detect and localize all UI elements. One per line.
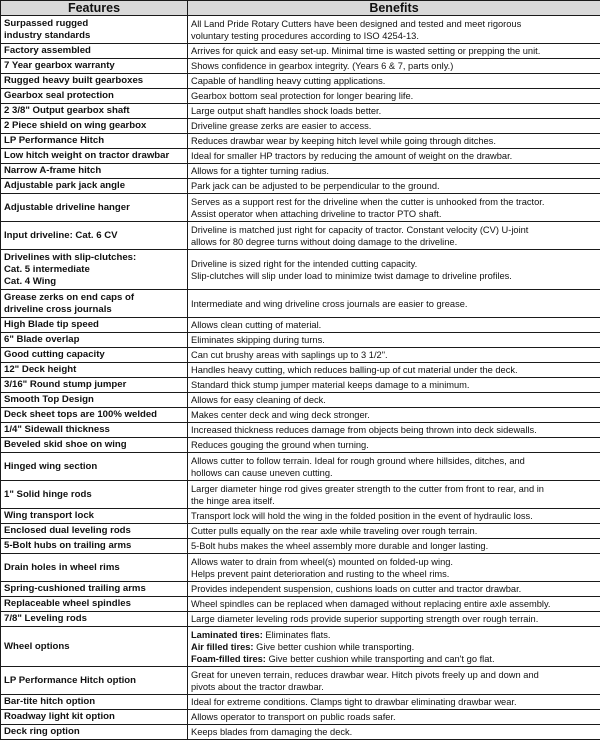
benefit-text: Allows for easy cleaning of deck. [191, 395, 326, 405]
table-row [1, 378, 600, 393]
benefit-line [191, 525, 597, 537]
benefit-line [191, 613, 597, 625]
feature-cell: Hinged wing section [1, 453, 188, 481]
table-row [1, 74, 600, 89]
table-row [1, 164, 600, 179]
benefit-line [191, 165, 597, 177]
table-row [1, 582, 600, 597]
benefit-label: Foam-filled tires: [191, 653, 266, 664]
benefit-line [191, 120, 597, 132]
table-row [1, 363, 600, 378]
benefit-line [191, 568, 597, 580]
benefit-text: Reduces drawbar wear by keeping hitch level while going through ditches. [191, 136, 496, 146]
benefit-line [191, 556, 597, 568]
feature-cell: High Blade tip speed [1, 318, 188, 333]
table-row [1, 59, 600, 74]
benefit-cell [188, 710, 600, 725]
benefit-cell [188, 423, 600, 438]
feature-cell: Adjustable park jack angle [1, 179, 188, 194]
feature-cell: Roadway light kit option [1, 710, 188, 725]
table-row [1, 524, 600, 539]
benefit-text: Gearbox bottom seal protection for longer bearing life. [191, 91, 414, 101]
feature-cell: LP Performance Hitch option [1, 667, 188, 695]
benefit-text: Allows water to drain from wheel(s) mounted on folded-up wing. [191, 556, 453, 567]
feature-cell: Gearbox seal protection [1, 89, 188, 104]
benefit-cell [188, 222, 600, 250]
benefit-text: Standard thick stump jumper material keeps damage to a minimum. [191, 380, 470, 390]
benefit-text: Give better cushion while transporting and can't go flat. [265, 653, 495, 664]
benefit-text: Driveline grease zerks are easier to access. [191, 121, 372, 131]
benefit-line [191, 467, 597, 479]
benefit-text: Assist operator when attaching driveline to tractor PTO shaft. [191, 208, 442, 219]
benefit-cell [188, 725, 600, 740]
benefit-line [191, 681, 597, 693]
benefit-text: All Land Pride Rotary Cutters have been designed and tested and meet rigorous [191, 18, 522, 29]
benefit-line [191, 394, 597, 406]
benefit-text: Give better cushion while transporting. [253, 641, 415, 652]
benefit-line [191, 641, 597, 653]
feature-cell: Replaceable wheel spindles [1, 597, 188, 612]
benefit-cell [188, 44, 600, 59]
table-row [1, 348, 600, 363]
feature-cell: Deck sheet tops are 100% welded [1, 408, 188, 423]
table-row [1, 134, 600, 149]
benefit-cell [188, 250, 600, 290]
benefit-cell [188, 179, 600, 194]
benefit-cell [188, 290, 600, 318]
feature-cell: 3/16" Round stump jumper [1, 378, 188, 393]
feature-cell: Narrow A-frame hitch [1, 164, 188, 179]
feature-cell: 7 Year gearbox warranty [1, 59, 188, 74]
benefit-text: the hinge area itself. [191, 495, 275, 506]
benefit-line [191, 540, 597, 552]
benefit-line [191, 653, 597, 665]
feature-cell: Low hitch weight on tractor drawbar [1, 149, 188, 164]
benefit-line [191, 726, 597, 738]
benefit-text: Allows clean cutting of material. [191, 320, 322, 330]
benefit-line [191, 495, 597, 507]
feature-cell: Rugged heavy built gearboxes [1, 74, 188, 89]
benefit-line [191, 105, 597, 117]
feature-cell: Factory assembled [1, 44, 188, 59]
benefit-text: Eliminates skipping during turns. [191, 335, 325, 345]
benefit-text: Shows confidence in gearbox integrity. (Years 6 & 7, parts only.) [191, 61, 454, 71]
benefit-line [191, 135, 597, 147]
benefit-line [191, 409, 597, 421]
benefit-label: Air filled tires: [191, 641, 254, 652]
feature-cell: Bar-tite hitch option [1, 695, 188, 710]
benefit-text: Wheel spindles can be replaced when damaged without replacing entire axle assembly. [191, 599, 551, 609]
benefit-line [191, 669, 597, 681]
table-row [1, 438, 600, 453]
benefit-text: Large diameter leveling rods provide superior supporting strength over rough terrain. [191, 614, 539, 624]
table-row [1, 104, 600, 119]
feature-cell: Deck ring option [1, 725, 188, 740]
table-row [1, 179, 600, 194]
features-header: Features [1, 1, 188, 16]
benefit-line [191, 196, 597, 208]
feature-cell: Good cutting capacity [1, 348, 188, 363]
benefit-text: allows for 80 degree turns without doing damage to the driveline. [191, 236, 458, 247]
table-row [1, 667, 600, 695]
benefit-cell [188, 524, 600, 539]
benefit-line [191, 598, 597, 610]
benefit-line [191, 424, 597, 436]
benefit-text: Driveline is matched just right for capacity of tractor. Constant velocity (CV) U-joint [191, 224, 529, 235]
benefit-cell [188, 554, 600, 582]
benefit-line [191, 236, 597, 248]
benefit-line [191, 696, 597, 708]
benefit-line [191, 298, 597, 310]
benefit-cell [188, 74, 600, 89]
benefit-cell [188, 393, 600, 408]
benefit-text: Eliminates flats. [262, 629, 331, 640]
table-row [1, 539, 600, 554]
benefit-text: Allows operator to transport on public roads safer. [191, 712, 396, 722]
feature-cell: 2 3/8" Output gearbox shaft [1, 104, 188, 119]
feature-cell: 7/8" Leveling rods [1, 612, 188, 627]
benefits-header: Benefits [188, 1, 600, 16]
benefit-text: Reduces gouging the ground when turning. [191, 440, 369, 450]
benefit-line [191, 455, 597, 467]
table-row [1, 554, 600, 582]
benefit-text: Larger diameter hinge rod gives greater strength to the cutter from front to rear, and in [191, 483, 544, 494]
benefit-text: Serves as a support rest for the driveline when the cutter is unhooked from the tractor. [191, 196, 545, 207]
benefit-line [191, 90, 597, 102]
table-row [1, 194, 600, 222]
benefit-text: Can cut brushy areas with saplings up to 3 1/2". [191, 350, 388, 360]
table-row [1, 119, 600, 134]
benefit-label: Laminated tires: [191, 629, 263, 640]
benefit-text: Increased thickness reduces damage from objects being thrown into deck sidewalls. [191, 425, 537, 435]
table-row [1, 597, 600, 612]
feature-cell: Drivelines with slip-clutches: Cat. 5 intermediate Cat. 4 Wing [1, 250, 188, 290]
feature-cell: LP Performance Hitch [1, 134, 188, 149]
benefit-text: Helps prevent paint deterioration and rusting to the wheel rims. [191, 568, 450, 579]
table-row [1, 710, 600, 725]
benefit-line [191, 45, 597, 57]
benefit-text: hollows can cause uneven cutting. [191, 467, 333, 478]
benefit-cell [188, 481, 600, 509]
benefit-cell [188, 378, 600, 393]
feature-cell: 2 Piece shield on wing gearbox [1, 119, 188, 134]
benefit-cell [188, 194, 600, 222]
benefit-line [191, 258, 597, 270]
benefit-text: Handles heavy cutting, which reduces balling-up of cut material under the deck. [191, 365, 518, 375]
benefit-line [191, 208, 597, 220]
benefit-cell [188, 59, 600, 74]
benefit-cell [188, 695, 600, 710]
benefit-cell [188, 333, 600, 348]
table-row [1, 250, 600, 290]
header-row [1, 1, 600, 16]
benefit-cell [188, 164, 600, 179]
benefit-text: Intermediate and wing driveline cross journals are easier to grease. [191, 298, 468, 309]
benefit-text: Capable of handling heavy cutting applications. [191, 76, 386, 86]
benefit-line [191, 711, 597, 723]
feature-cell: Adjustable driveline hanger [1, 194, 188, 222]
table-row [1, 318, 600, 333]
benefit-cell [188, 119, 600, 134]
feature-cell: Smooth Top Design [1, 393, 188, 408]
benefit-text: voluntary testing procedures according to ISO 4254-13. [191, 30, 419, 41]
benefit-text: pivots about the tractor drawbar. [191, 681, 324, 692]
benefit-cell [188, 667, 600, 695]
benefit-text: Arrives for quick and easy set-up. Minimal time is wasted setting or prepping the unit. [191, 46, 541, 56]
benefit-cell [188, 597, 600, 612]
table-row [1, 481, 600, 509]
benefit-text: Allows cutter to follow terrain. Ideal for rough ground where hillsides, ditches, and [191, 455, 525, 466]
feature-cell: Beveled skid shoe on wing [1, 438, 188, 453]
benefit-cell [188, 104, 600, 119]
feature-cell: Wing transport lock [1, 509, 188, 524]
table-row [1, 509, 600, 524]
table-row [1, 393, 600, 408]
feature-cell: 1/4" Sidewall thickness [1, 423, 188, 438]
table-row [1, 423, 600, 438]
benefit-line [191, 319, 597, 331]
benefit-cell [188, 318, 600, 333]
benefit-cell [188, 149, 600, 164]
benefit-cell [188, 627, 600, 667]
benefit-text: Transport lock will hold the wing in the folded position in the event of hydraulic loss. [191, 511, 533, 521]
benefit-line [191, 30, 597, 42]
benefit-text: Cutter pulls equally on the rear axle while traveling over rough terrain. [191, 526, 478, 536]
benefit-line [191, 150, 597, 162]
benefit-line [191, 439, 597, 451]
benefit-line [191, 583, 597, 595]
benefit-text: Provides independent suspension, cushions loads on cutter and tractor drawbar. [191, 584, 522, 594]
feature-cell: 6" Blade overlap [1, 333, 188, 348]
feature-cell: Grease zerks on end caps of driveline cross journals [1, 290, 188, 318]
table-row [1, 16, 600, 44]
benefit-text: Keeps blades from damaging the deck. [191, 727, 353, 737]
benefit-line [191, 483, 597, 495]
benefit-text: Large output shaft handles shock loads better. [191, 106, 382, 116]
benefit-cell [188, 582, 600, 597]
benefit-cell [188, 539, 600, 554]
table-row [1, 333, 600, 348]
benefit-text: Ideal for extreme conditions. Clamps tight to drawbar eliminating drawbar wear. [191, 697, 517, 707]
benefit-text: Ideal for smaller HP tractors by reducing the amount of weight on the drawbar. [191, 151, 513, 161]
table-row [1, 44, 600, 59]
feature-cell: Surpassed rugged industry standards [1, 16, 188, 44]
table-row [1, 627, 600, 667]
table-row [1, 222, 600, 250]
benefit-line [191, 629, 597, 641]
benefit-line [191, 364, 597, 376]
benefit-text: Allows for a tighter turning radius. [191, 166, 329, 176]
feature-cell: Drain holes in wheel rims [1, 554, 188, 582]
table-body [1, 16, 600, 740]
benefit-text: Park jack can be adjusted to be perpendicular to the ground. [191, 181, 440, 191]
benefit-cell [188, 89, 600, 104]
benefit-cell [188, 453, 600, 481]
benefit-cell [188, 363, 600, 378]
benefit-cell [188, 348, 600, 363]
table-row [1, 408, 600, 423]
feature-cell: 5-Bolt hubs on trailing arms [1, 539, 188, 554]
table-row [1, 89, 600, 104]
feature-cell: 12" Deck height [1, 363, 188, 378]
benefit-line [191, 224, 597, 236]
benefit-line [191, 510, 597, 522]
benefit-line [191, 18, 597, 30]
table-row [1, 695, 600, 710]
benefit-line [191, 270, 597, 282]
benefit-line [191, 60, 597, 72]
feature-cell: Input driveline: Cat. 6 CV [1, 222, 188, 250]
benefit-line [191, 334, 597, 346]
benefit-line [191, 180, 597, 192]
table-row [1, 612, 600, 627]
benefit-line [191, 379, 597, 391]
benefit-cell [188, 134, 600, 149]
benefit-cell [188, 509, 600, 524]
benefit-cell [188, 408, 600, 423]
table-row [1, 453, 600, 481]
benefit-text: 5-Bolt hubs makes the wheel assembly more durable and longer lasting. [191, 541, 489, 551]
benefit-cell [188, 16, 600, 44]
table-row [1, 290, 600, 318]
benefit-cell [188, 438, 600, 453]
benefit-text: Driveline is sized right for the intended cutting capacity. [191, 258, 418, 269]
benefit-text: Makes center deck and wing deck stronger. [191, 410, 370, 420]
feature-cell: Spring-cushioned trailing arms [1, 582, 188, 597]
table-row [1, 725, 600, 740]
benefit-cell [188, 612, 600, 627]
benefit-text: Slip-clutches will slip under load to minimize twist damage to driveline profiles. [191, 270, 512, 281]
feature-cell: Wheel options [1, 627, 188, 667]
benefit-text: Great for uneven terrain, reduces drawbar wear. Hitch pivots freely up and down and [191, 669, 539, 680]
feature-cell: 1" Solid hinge rods [1, 481, 188, 509]
benefit-line [191, 75, 597, 87]
feature-cell: Enclosed dual leveling rods [1, 524, 188, 539]
benefit-line [191, 349, 597, 361]
table-row [1, 149, 600, 164]
